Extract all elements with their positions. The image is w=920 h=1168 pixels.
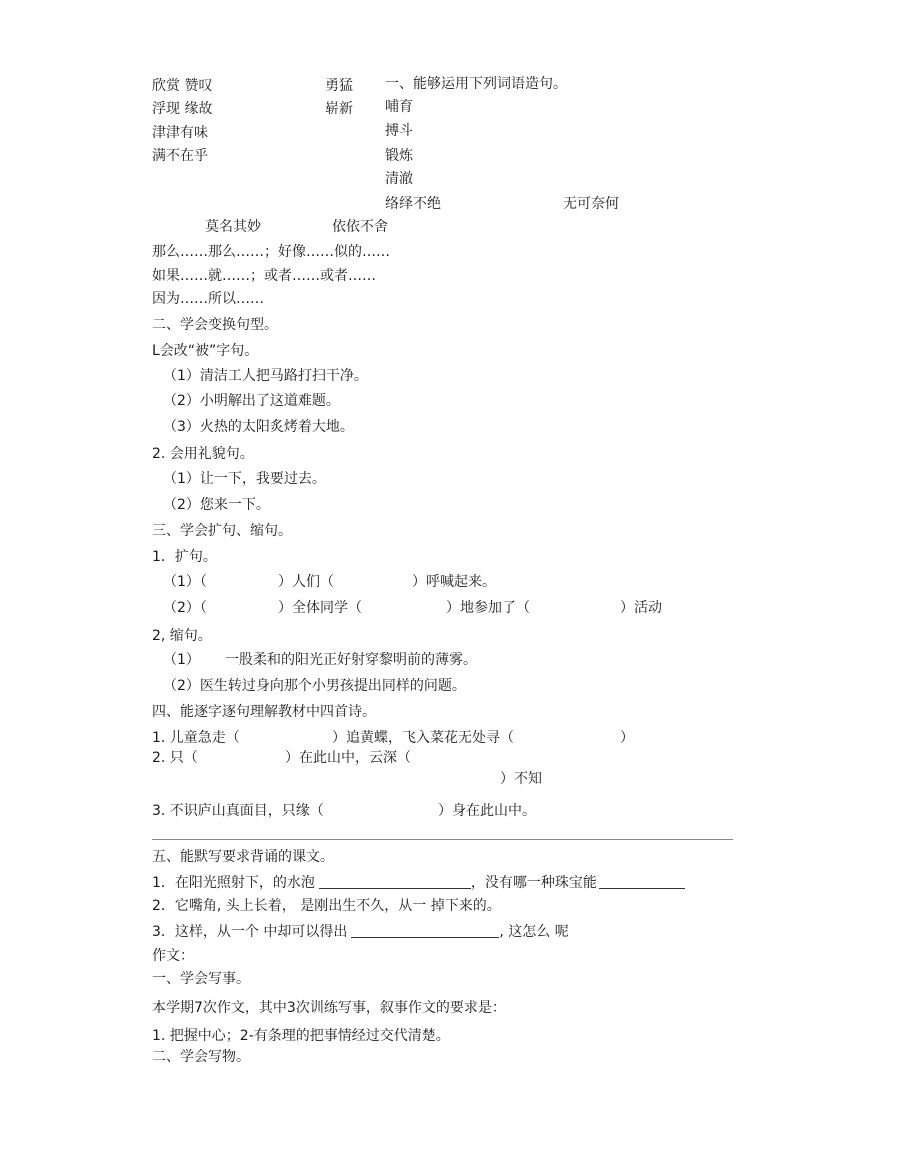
expand-item-1-b: ）人们（	[278, 574, 334, 590]
recite-line-3-a: 3．这样，从一个 中却可以得出	[152, 924, 348, 940]
connective-line: 如果……就……；或者……或者……	[152, 268, 376, 284]
connective-line: 那么……那么……；好像……似的……	[152, 244, 390, 260]
vocab-word: 无可奈何	[563, 196, 619, 212]
poem-line-1-b: ）追黄蝶，飞入菜花无处寻（	[332, 730, 514, 746]
vocab-word: 浮现 缘故	[152, 101, 213, 117]
writing-title: 作文：	[152, 948, 194, 964]
poem-line-1-a: 1. 儿童急走（	[152, 730, 240, 746]
vocab-word: 津津有味	[152, 125, 208, 141]
paragraph: 1. 把握中心；2-有条理的把事情经过交代清楚。	[152, 1028, 450, 1044]
answer-blank[interactable]	[351, 924, 499, 938]
vocab-word: 满不在乎	[152, 148, 208, 164]
sub-heading: L会改“被”字句。	[152, 343, 259, 359]
section-heading: 四、能逐字逐句理解教材中四首诗。	[152, 704, 376, 720]
answer-blank[interactable]	[599, 875, 685, 889]
vocab-word: 依依不舍	[332, 219, 388, 235]
recite-line-2: 2．它嘴角, 头上长着， 是刚出生不久，从一 掉下来的。	[152, 898, 501, 914]
section-heading: 二、学会变换句型。	[152, 317, 278, 333]
expand-item-2-b: ）全体同学（	[278, 600, 362, 616]
poem-line-3-b: ）身在此山中。	[438, 803, 536, 819]
poem-line-1-c: ）	[620, 730, 634, 746]
section-heading: 一、能够运用下列词语造句。	[385, 76, 567, 92]
section-heading: 三、学会扩句、缩句。	[152, 523, 292, 539]
recite-line-1-a: 1．在阳光照射下，的水泡	[152, 875, 315, 891]
connective-line: 因为……所以……	[152, 291, 264, 307]
answer-blank[interactable]	[319, 875, 471, 889]
expand-item-2-d: ）活动	[620, 600, 662, 616]
vocab-word: 勇猛	[325, 78, 353, 94]
expand-item-1-c: ）呼喊起来。	[412, 574, 496, 590]
recite-line-1-b: ，没有哪一种珠宝能	[470, 875, 597, 891]
section-heading: 五、能默写要求背诵的课文。	[152, 849, 334, 865]
vocab-word: 清澈	[385, 171, 413, 187]
expand-item-1-a: （1）（	[163, 574, 207, 590]
vocab-word: 搏斗	[385, 123, 413, 139]
recite-line-3	[152, 923, 569, 941]
recite-line-3-b: , 这怎么 呢	[499, 924, 569, 940]
expand-item-2-a: （2）（	[163, 600, 207, 616]
exercise-item: （3）火热的太阳炙烤着大地。	[163, 419, 354, 435]
exercise-item: （1）让一下，我要过去。	[163, 471, 326, 487]
shrink-item-2: （2）医生转过身向那个小男孩提出同样的问题。	[163, 678, 466, 694]
vocab-word: 欣赏 赞叹	[152, 78, 213, 94]
exercise-item: （2）小明解出了这道难题。	[163, 393, 340, 409]
vocab-word: 锻炼	[385, 148, 413, 164]
paragraph: 本学期7次作文，其中3次训练写事，叙事作文的要求是：	[152, 1000, 506, 1016]
poem-line-3-a: 3. 不识庐山真面目，只缘（	[152, 803, 324, 819]
recite-line-1	[152, 874, 685, 892]
expand-item-2-c: ）地参加了（	[446, 600, 530, 616]
vocab-word: 莫名其妙	[205, 219, 261, 235]
shrink-item-1-num: （1）	[163, 652, 200, 668]
divider-line	[152, 839, 733, 840]
exercise-item: （2）您来一下。	[163, 497, 270, 513]
shrink-item-1-text: 一股柔和的阳光正好射穿黎明前的薄雾。	[225, 652, 477, 668]
section-heading: 二、学会写物。	[152, 1049, 250, 1065]
vocab-word: 络绎不绝	[385, 196, 441, 212]
sub-heading: 2, 缩句。	[152, 628, 212, 644]
poem-line-2-b: ）在此山中，云深（	[285, 750, 411, 766]
sub-heading: 1．扩句。	[152, 549, 217, 565]
poem-line-2-c: ）不知	[500, 771, 542, 787]
vocab-word: 哺育	[385, 99, 413, 115]
section-heading: 一、学会写事。	[152, 971, 250, 987]
poem-line-2-a: 2. 只（	[152, 750, 198, 766]
vocab-word: 崭新	[325, 101, 353, 117]
sub-heading: 2. 会用礼貌句。	[152, 446, 254, 462]
exercise-item: （1）清洁工人把马路打扫干净。	[163, 368, 368, 384]
